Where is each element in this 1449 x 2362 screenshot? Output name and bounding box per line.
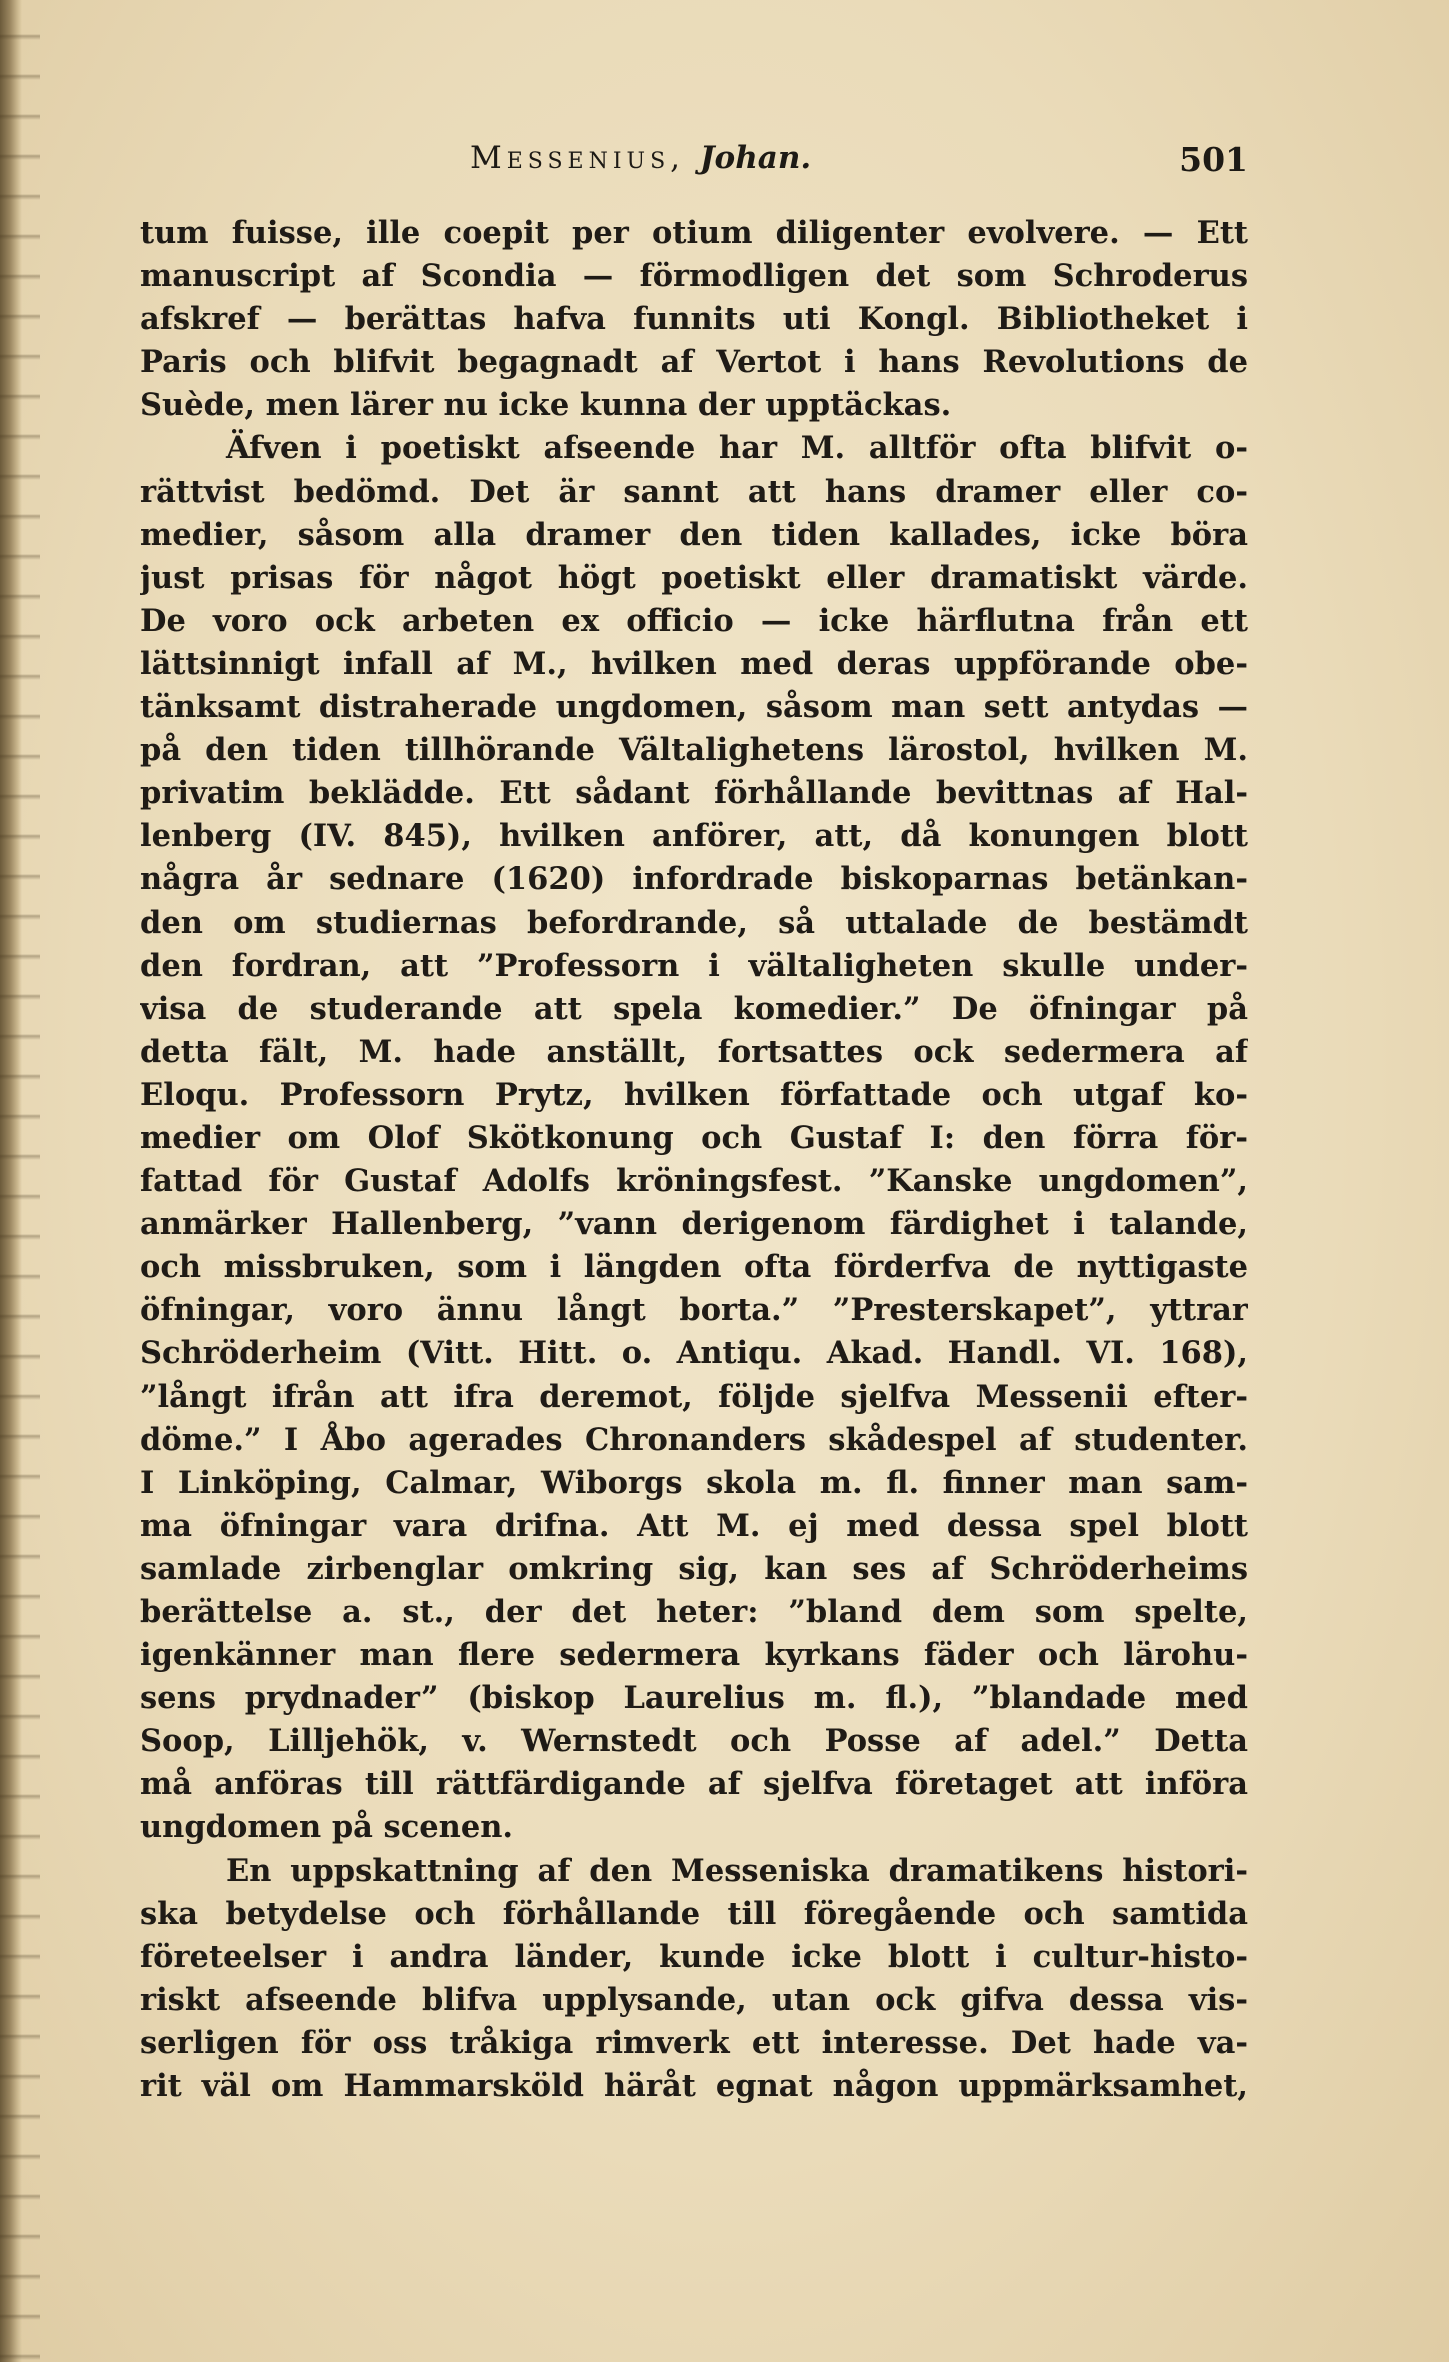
text-line: igenkänner man flere sedermera kyrkans fäder och lärohu- [140, 1637, 1248, 1674]
text-line: företeelser i andra länder, kunde icke blott i cultur-histo- [140, 1938, 1248, 1975]
text-line: fattad för Gustaf Adolfs kröningsfest. ”Kanske ungdomen”, [140, 1163, 1248, 1200]
text-line: De voro ock arbeten ex officio — icke härflutna från ett [140, 602, 1248, 639]
running-head-surname: Messenius, [470, 140, 686, 176]
text-line: detta fält, M. hade anställt, fortsattes ock sedermera af [140, 1033, 1248, 1070]
text-line: medier om Olof Skötkonung och Gustaf I: den förra för- [140, 1119, 1248, 1156]
text-line: Schröderheim (Vitt. Hitt. o. Antiqu. Akad. Handl. VI. 168), [140, 1335, 1248, 1372]
text-line: anmärker Hallenberg, ”vann derigenom färdighet i talande, [140, 1206, 1248, 1243]
text-line: privatim beklädde. Ett sådant förhållande bevittnas af Hal- [140, 775, 1248, 812]
text-line: Suède, men lärer nu icke kunna der upptäckas. [140, 387, 952, 424]
text-line: tänksamt distraherade ungdomen, såsom man sett antydas — [140, 689, 1248, 726]
text-line: några år sednare (1620) infordrade biskoparnas betänkan- [140, 861, 1248, 898]
text-line: ungdomen på scenen. [140, 1809, 514, 1846]
text-line: Äfven i poetiskt afseende har M. alltför ofta blifvit o- [226, 430, 1248, 467]
text-line: må anföras till rättfärdigande af sjelfva företaget att införa [140, 1766, 1248, 1803]
text-line: Paris och blifvit begagnadt af Vertot i hans Revolutions de [140, 344, 1248, 381]
text-line: Eloqu. Professorn Prytz, hvilken författade och utgaf ko- [140, 1076, 1248, 1113]
text-line: Soop, Lilljehök, v. Wernstedt och Posse af adel.” Detta [140, 1723, 1248, 1760]
page-number: 501 [1179, 140, 1248, 179]
text-line: just prisas för något högt poetiskt eller dramatiskt värde. [140, 559, 1248, 596]
text-line: afskref — berättas hafva funnits uti Kongl. Bibliotheket i [140, 301, 1248, 338]
text-line: ma öfningar vara drifna. Att M. ej med dessa spel blott [140, 1507, 1248, 1544]
body-text [140, 212, 1248, 2108]
text-line: samlade zirbenglar omkring sig, kan ses af Schröderheims [140, 1550, 1248, 1587]
text-line: lättsinnigt infall af M., hvilken med deras uppförande obe- [140, 645, 1248, 682]
text-line: den om studiernas befordrande, så uttalade de bestämdt [140, 904, 1248, 941]
page-header [140, 140, 1248, 184]
text-line: visa de studerande att spela komedier.” De öfningar på [140, 990, 1248, 1027]
text-line: rättvist bedömd. Det är sannt att hans dramer eller co- [140, 473, 1248, 510]
text-line: på den tiden tillhörande Vältalighetens lärostol, hvilken M. [140, 732, 1248, 769]
text-line: rit väl om Hammarsköld häråt egnat någon uppmärksamhet, [140, 2068, 1248, 2105]
running-head-forename: Johan. [699, 140, 812, 176]
text-line: den fordran, att ”Professorn i vältaligheten skulle under- [140, 947, 1248, 984]
text-line: serligen för oss tråkiga rimverk ett interesse. Det hade va- [140, 2024, 1248, 2061]
text-line: manuscript af Scondia — förmodligen det som Schroderus [140, 258, 1248, 295]
text-line: ska betydelse och förhållande till föregående och samtida [140, 1895, 1248, 1932]
text-line: berättelse a. st., der det heter: ”bland dem som spelte, [140, 1594, 1248, 1630]
text-line: tum fuisse, ille coepit per otium diligenter evolvere. — Ett [140, 215, 1248, 251]
text-line: sens prydnader” (biskop Laurelius m. fl.), ”blandade med [140, 1680, 1248, 1717]
running-head [470, 140, 811, 176]
text-line: riskt afseende blifva upplysande, utan ock gifva dessa vis- [140, 1981, 1248, 2018]
text-line: ”långt ifrån att ifra deremot, följde sjelfva Messenii efter- [140, 1378, 1248, 1415]
text-line: döme.” I Åbo agerades Chronanders skådespel af studenter. [140, 1421, 1248, 1458]
text-line: medier, såsom alla dramer den tiden kallades, icke böra [140, 516, 1248, 553]
text-line: öfningar, voro ännu långt borta.” ”Presterskapet”, yttrar [140, 1292, 1248, 1329]
binding-stitch-marks [0, 0, 40, 2362]
text-line: I Linköping, Calmar, Wiborgs skola m. fl. finner man sam- [140, 1464, 1248, 1501]
text-line: lenberg (IV. 845), hvilken anförer, att, då konungen blott [140, 818, 1248, 855]
text-line: En uppskattning af den Messeniska dramatikens histori- [226, 1852, 1248, 1889]
text-line: och missbruken, som i längden ofta förderfva de nyttigaste [140, 1249, 1248, 1286]
